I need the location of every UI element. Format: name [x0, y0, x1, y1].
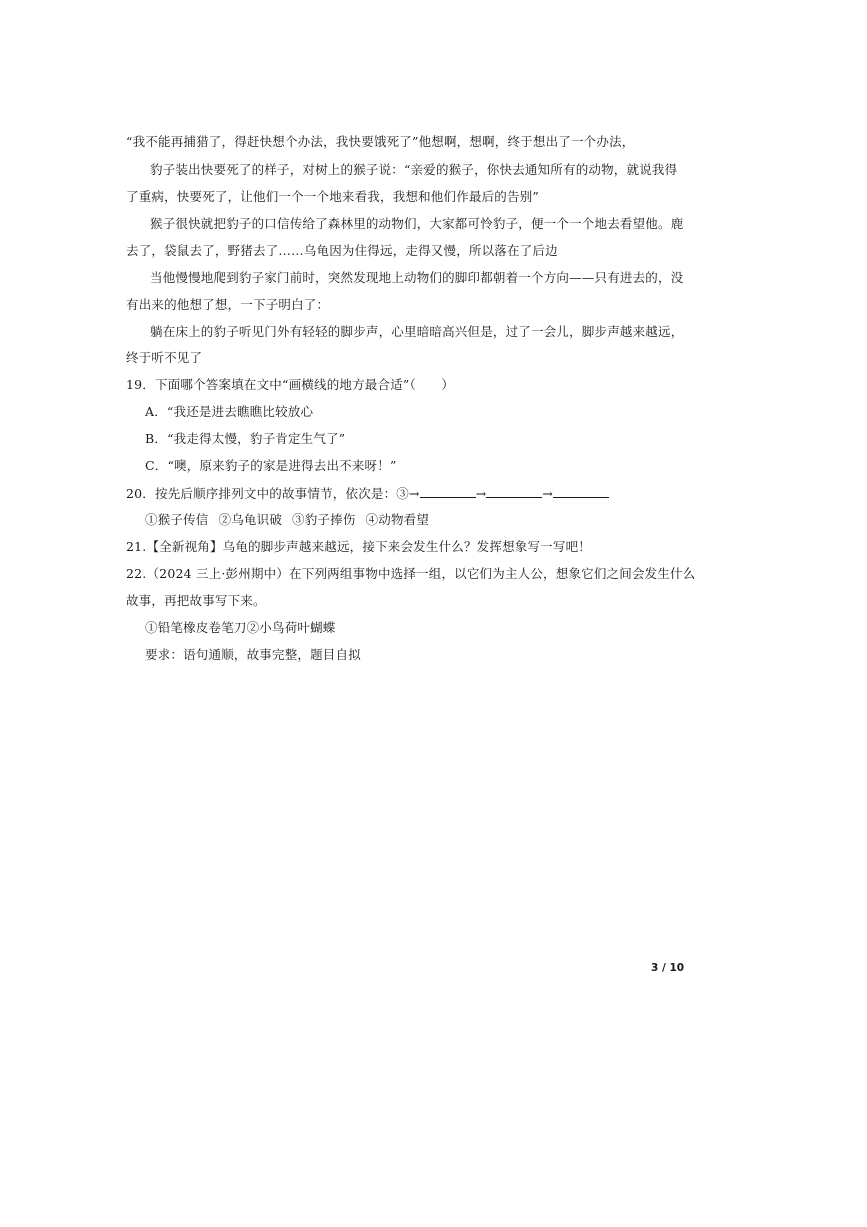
question-20-stem-line — [126, 485, 609, 502]
passage-line: 猴子很快就把豹子的口信传给了森林里的动物们，大家都可怜豹子，便一个一个地去看望他。鹿 — [150, 216, 684, 231]
passage-line: 当他慢慢地爬到豹子家门前时，突然发现地上动物们的脚印都朝着一个方向——只有进去的，没 — [150, 270, 684, 285]
arrow: → — [475, 486, 487, 501]
question-22-stem-cont: 故事，再把故事写下来。 — [126, 593, 266, 608]
question-20-stem: 20．按先后顺序排列文中的故事情节，依次是：③→ — [126, 486, 420, 501]
page-number: 3 / 10 — [651, 962, 685, 974]
question-22-requirement: 要求：语句通顺，故事完整，题目自拟 — [145, 647, 361, 662]
choice-item: ③豹子捧伤 — [292, 512, 356, 527]
passage-line: 了重病，快要死了，让他们一个一个地来看我，我想和他们作最后的告别” — [126, 189, 539, 204]
question-19-option-b: B．“我走得太慢，豹子肯定生气了” — [145, 431, 346, 446]
answer-blank[interactable] — [553, 485, 609, 498]
question-19-option-a: A．“我还是进去瞧瞧比较放心 — [145, 404, 314, 419]
passage-line: 有出来的他想了想，一下子明白了： — [126, 297, 330, 312]
question-19-option-c: C．“噢，原来豹子的家是进得去出不来呀！” — [145, 458, 397, 473]
answer-blank[interactable] — [486, 485, 542, 498]
passage-line: 终于听不见了 — [126, 350, 203, 365]
question-21-stem: 21.【全新视角】乌龟的脚步声越来越远，接下来会发生什么？发挥想象写一写吧！ — [126, 539, 591, 554]
question-20-choices — [145, 512, 429, 528]
choice-item: ④动物看望 — [365, 512, 430, 527]
question-19-stem: 19．下面哪个答案填在文中“画横线的地方最合适”（ ） — [126, 377, 455, 392]
question-22-stem: 22.（2024 三上·彭州期中）在下列两组事物中选择一组，以它们为主人公，想象它们之间会发生什么 — [126, 566, 696, 581]
arrow: → — [542, 486, 554, 501]
passage-line: 去了，袋鼠去了，野猪去了……乌龟因为住得远，走得又慢，所以落在了后边 — [126, 243, 558, 258]
passage-line: “我不能再捕猎了，得赶快想个办法，我快要饿死了”他想啊，想啊，终于想出了一个办法， — [126, 134, 635, 149]
passage-line: 豹子装出快要死了的样子，对树上的猴子说：“亲爱的猴子，你快去通知所有的动物，就说我得 — [150, 162, 678, 177]
passage-line: 躺在床上的豹子听见门外有轻轻的脚步声，心里暗暗高兴但是，过了一会儿，脚步声越来越远， — [150, 324, 684, 339]
answer-blank[interactable] — [420, 485, 476, 498]
choice-item: ①猴子传信 — [145, 512, 209, 527]
choice-item: ②乌龟识破 — [218, 512, 283, 527]
question-22-groups: ①铅笔橡皮卷笔刀②小鸟荷叶蝴蝶 — [145, 620, 336, 635]
